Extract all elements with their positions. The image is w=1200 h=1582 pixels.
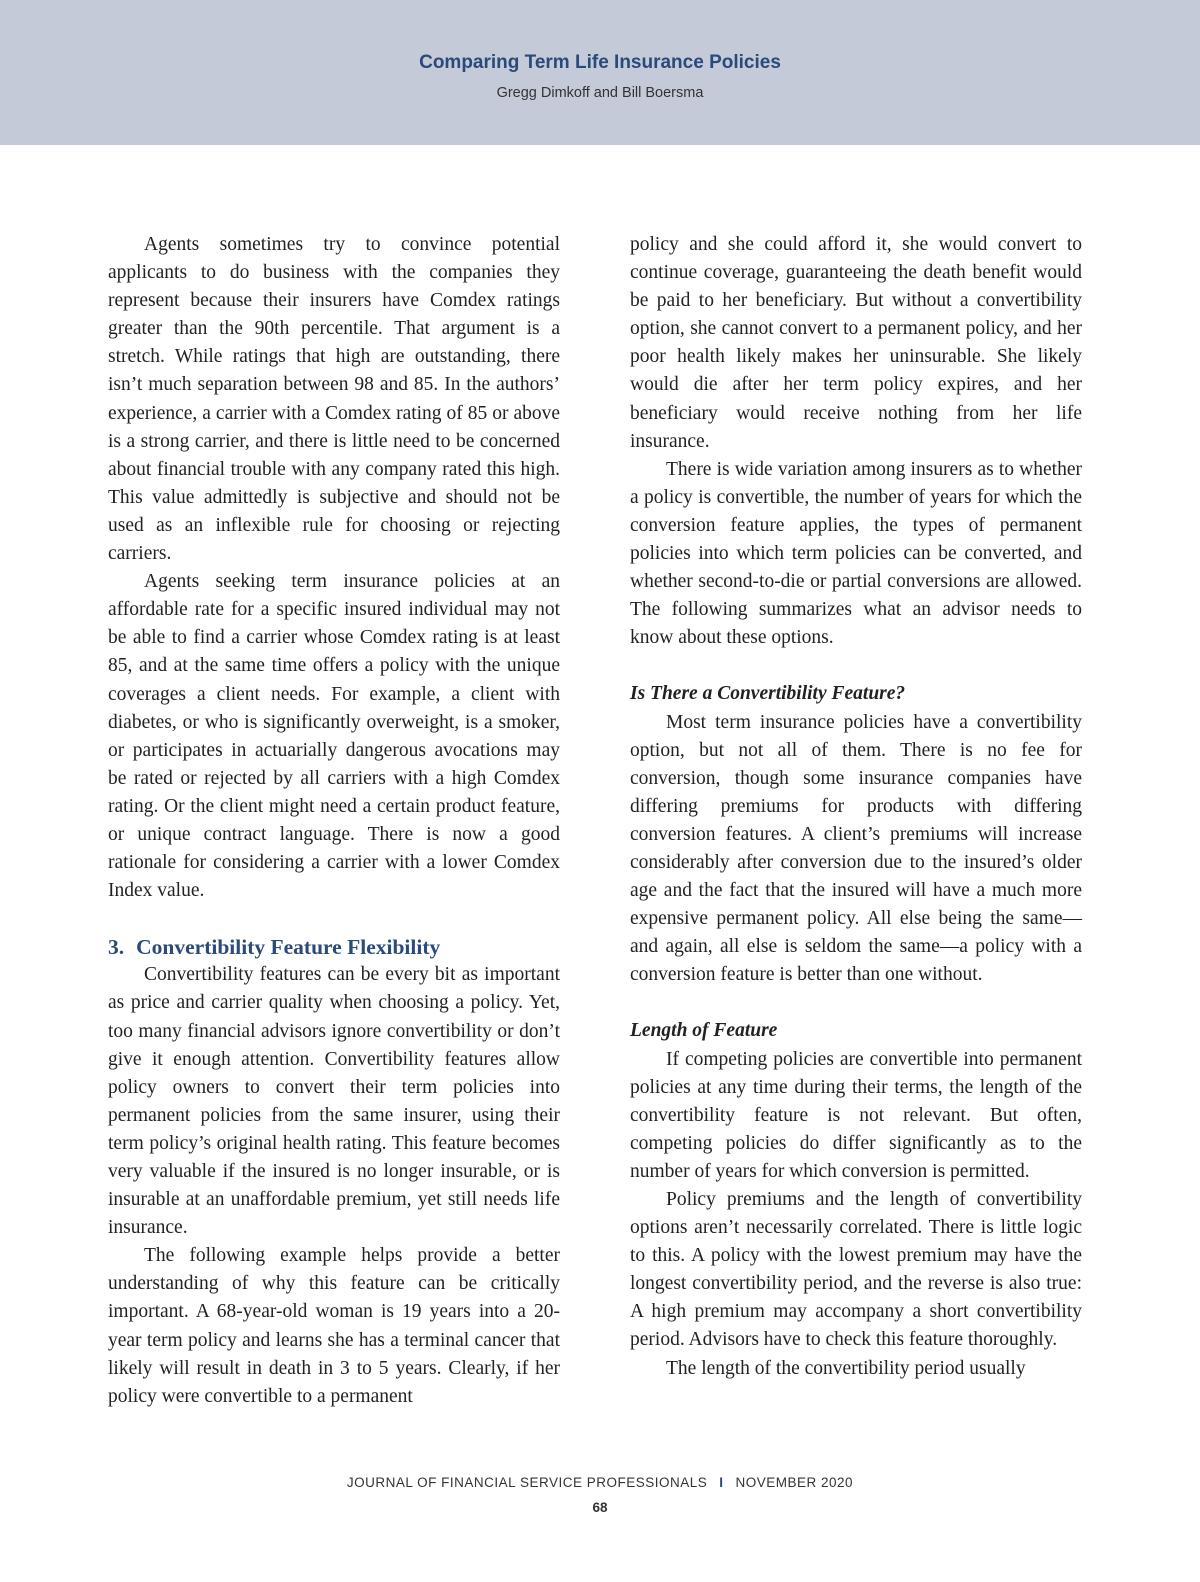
article-title: Comparing Term Life Insurance Policies (419, 52, 781, 73)
paragraph: The following example helps provide a better understanding of why this feature can be critically important. A 68-year-old woman is 19 years into a 20-year term policy and learns she has a terminal cancer that likely will result in death in 3 to 5 years. Clearly, if her policy were convertible to a permanent (108, 1245, 560, 1407)
subheading-length: Length of Feature (630, 1020, 778, 1042)
footer-journal-line (0, 1475, 1200, 1490)
paragraph: Agents sometimes try to convince potential applicants to do business with the companies they represent because their insurers have Comdex ratings greater than the 90th percentile. That argument is a stretch. While ratings that high are outstanding, there isn’t much separation between 98 and 85. In the authors’ experience, a carrier with a Comdex rating of 85 or above is a strong carrier, and there is little need to be concerned about financial trouble with any company rated this high. This value admittedly is subjective and should not be used as an inflexible rule for choosing or rejecting carriers. (108, 234, 560, 565)
paragraph: The length of the convertibility period usually (666, 1357, 1026, 1379)
page-number: 68 (592, 1500, 608, 1515)
paragraph: Convertibility features can be every bit as important as price and carrier quality when choosing a policy. Yet, too many financial advisors ignore convertibility or don’t give it enough attention. Convertibility features allow policy owners to convert their term policies into permanent policies from the same insurer, using their term policy’s original health rating. This feature becomes very valuable if the insured is no longer insurable, or is insurable at an unaffordable premium, yet still needs life insurance. (108, 964, 560, 1239)
right-column (630, 231, 1082, 1383)
header-band (0, 0, 1200, 145)
section-heading (108, 933, 560, 961)
paragraph: Most term insurance policies have a convertibility option, but not all of them. There is no fee for conversion, though some insurance companies have differing premiums for products with differing conversion features. A client’s premiums will increase considerably after conversion due to the insured’s older age and the fact that the insured will have a much more expensive permanent policy. All else being the same—and again, all else is seldom the same—a policy with a conversion feature is better than one without. (630, 711, 1082, 986)
section-number: 3. (108, 935, 125, 960)
section-title: Convertibility Feature Flexibility (136, 935, 441, 960)
issue-date: NOVEMBER 2020 (735, 1475, 854, 1490)
paragraph: If competing policies are convertible into permanent policies at any time during their terms, the length of the convertibility feature is not relevant. But often, competing policies do differ significantly as to the number of years for which conversion is permitted. (630, 1048, 1082, 1182)
subheading-convertibility: Is There a Convertibility Feature? (630, 683, 906, 705)
paragraph: policy and she could afford it, she would convert to continue coverage, guaranteeing the death benefit would be paid to her beneficiary. But without a convertibility option, she cannot convert to a permanent policy, and her poor health likely makes her uninsurable. She likely would die after her term policy expires, and her beneficiary would receive nothing from her life insurance. (630, 234, 1082, 452)
journal-name: JOURNAL OF FINANCIAL SERVICE PROFESSIONALS (346, 1475, 708, 1490)
article-authors: Gregg Dimkoff and Bill Boersma (496, 85, 704, 101)
left-column (108, 231, 560, 1411)
paragraph: Agents seeking term insurance policies at an affordable rate for a specific insured individual may not be able to find a carrier whose Comdex rating is at least 85, and at the same time offers a policy with the unique coverages a client needs. For example, a client with diabetes, or who is significantly overweight, is a smoker, or participates in actuarially dangerous avocations may be rated or rejected by all carriers with a high Comdex rating. Or the client might need a certain product feature, or unique contract language. There is now a good rationale for considering a carrier with a lower Comdex Index value. (108, 571, 560, 902)
footer-separator: I (719, 1475, 724, 1490)
paragraph: There is wide variation among insurers as to whether a policy is convertible, the number of years for which the conversion feature applies, the types of permanent policies into which term policies can be converted, and whether second-to-die or partial conversions are allowed. The following summarizes what an advisor needs to know about these options. (630, 458, 1082, 649)
paragraph: Policy premiums and the length of convertibility options aren’t necessarily correlated. There is little logic to this. A policy with the lowest premium may have the longest convertibility period, and the reverse is also true: A high premium may accompany a short convertibility period. Advisors have to check this feature thoroughly. (630, 1189, 1082, 1351)
